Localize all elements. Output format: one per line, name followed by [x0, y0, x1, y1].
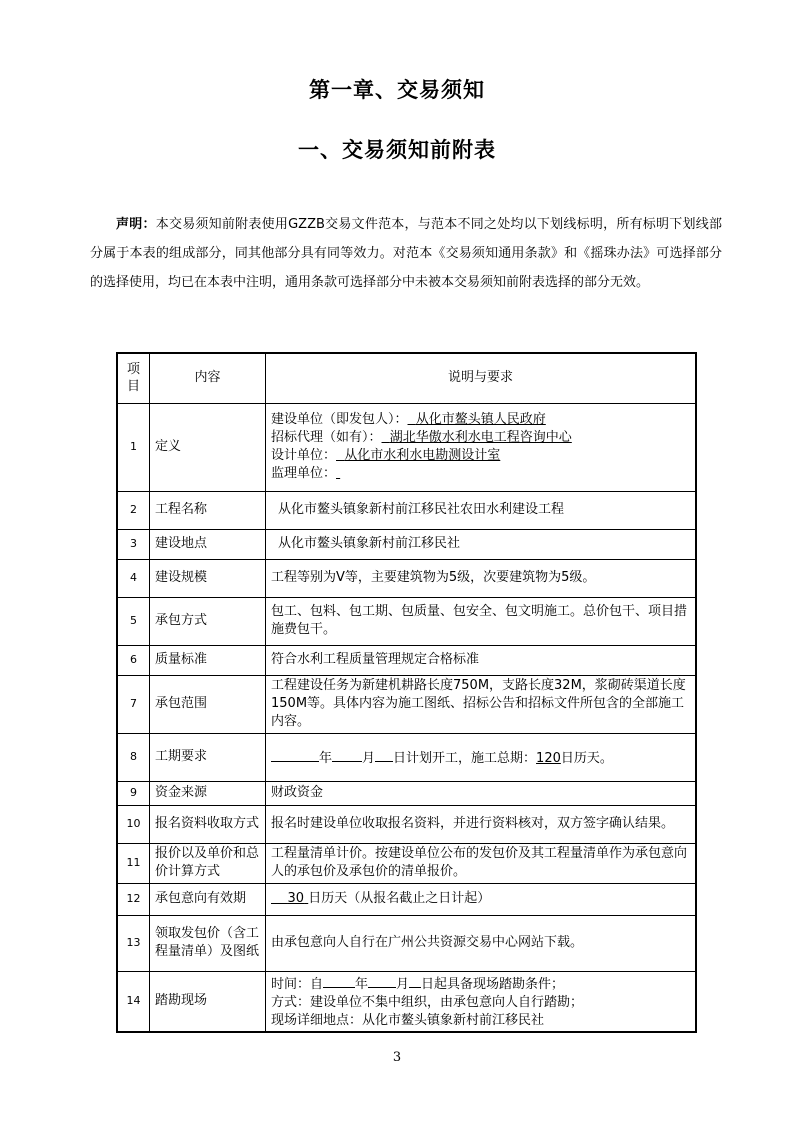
row-desc — [266, 883, 697, 915]
table-row — [117, 781, 696, 805]
row-desc: 从化市鳌头镇象新村前江移民社 — [266, 529, 697, 559]
row-desc — [266, 971, 697, 1032]
table-row — [117, 915, 696, 971]
days-unit: 日历天。 — [560, 750, 613, 766]
chapter-title: 第一章、交易须知 — [309, 77, 485, 102]
table-row — [117, 645, 696, 675]
row-desc: 工程建设任务为新建机耕路长度750M，支路长度32M，浆砌砖渠道长度150M等。具体内容为施工图纸、招标公告和招标文件所包含的全部施工内容。 — [266, 675, 697, 733]
row-no: 10 — [117, 805, 150, 843]
row-no: 4 — [117, 559, 150, 597]
definition-value — [336, 465, 624, 483]
row-no: 13 — [117, 915, 150, 971]
page-number: 3 — [392, 1050, 402, 1065]
row-no: 1 — [117, 403, 150, 491]
header-item: 内容 — [150, 353, 266, 403]
year-blank — [271, 747, 319, 762]
row-item: 承包意向有效期 — [150, 883, 266, 915]
site-visit-location: 现场详细地点：从化市鳌头镇象新村前江移民社 — [271, 1012, 545, 1028]
row-desc: 财政资金 — [266, 781, 697, 805]
row-desc — [266, 403, 697, 491]
row-desc: 工程等别为Ⅴ等，主要建筑物为5级，次要建筑物为5级。 — [266, 559, 697, 597]
definition-value: 湖北华傲水利水电工程咨询中心 — [389, 430, 572, 445]
definition-label: 招标代理（如有）： — [271, 430, 382, 445]
table-row — [117, 843, 696, 883]
row-desc: 工程量清单计价。按建设单位公布的发包价及其工程量清单作为承包意向人的承包价及承包价的清单报价。 — [266, 843, 697, 883]
definition-label: 监理单位： — [271, 466, 337, 481]
row-no: 9 — [117, 781, 150, 805]
day-blank — [409, 973, 421, 988]
row-item: 领取发包价（含工程量清单）及图纸 — [150, 915, 266, 971]
row-no: 7 — [117, 675, 150, 733]
row-desc: 报名时建设单位收取报名资料，并进行资料核对，双方签字确认结果。 — [266, 805, 697, 843]
definition-label: 建设单位（即发包人）： — [271, 412, 408, 427]
month-label: 月 — [362, 750, 376, 766]
table-row — [117, 403, 696, 491]
row-desc: 由承包意向人自行在广州公共资源交易中心网站下载。 — [266, 915, 697, 971]
statement-paragraph — [90, 210, 722, 297]
row-item: 报价以及单价和总价计算方式 — [150, 843, 266, 883]
row-no: 14 — [117, 971, 150, 1032]
row-no: 6 — [117, 645, 150, 675]
site-visit-method: 方式：建设单位不集中组织，由承包意向人自行踏勘； — [271, 994, 584, 1010]
table-row — [117, 971, 696, 1032]
front-attachment-table — [116, 352, 697, 1033]
row-item: 承包方式 — [150, 597, 266, 645]
definition-line — [271, 411, 690, 429]
definition-line — [271, 429, 690, 447]
definition-label: 设计单位： — [271, 448, 337, 463]
day-blank — [375, 747, 393, 762]
year-label: 年 — [319, 750, 333, 766]
definition-value: 从化市鳌头镇人民政府 — [415, 412, 546, 427]
table-row — [117, 805, 696, 843]
row-item: 承包范围 — [150, 675, 266, 733]
row-item: 定义 — [150, 403, 266, 491]
table-row — [117, 675, 696, 733]
row-item: 工程名称 — [150, 491, 266, 529]
day-text: 日计划开工，施工总期： — [393, 750, 537, 766]
row-desc: 包工、包料、包工期、包质量、包安全、包文明施工。总价包干、项目措施费包干。 — [266, 597, 697, 645]
validity-text: 日历天（从报名截止之日计起） — [308, 891, 491, 906]
statement-body: 本交易须知前附表使用GZZB交易文件范本，与范本不同之处均以下划线标明，所有标明下划线部分属于本表的组成部分，同其他部分具有同等效力。对范本《交易须知通用条款》和《摇珠办法》可选择部分的选择使用，均已在本表中注明，通用条款可选择部分中未被本交易须知前附表选择的部分无效。 — [90, 217, 722, 290]
row-no: 2 — [117, 491, 150, 529]
row-no: 12 — [117, 883, 150, 915]
month-blank — [368, 973, 396, 988]
table-row — [117, 733, 696, 781]
year-blank — [323, 973, 355, 988]
row-item: 建设规模 — [150, 559, 266, 597]
row-desc: 从化市鳌头镇象新村前江移民社农田水利建设工程 — [266, 491, 697, 529]
row-desc: 符合水利工程质量管理规定合格标准 — [266, 645, 697, 675]
row-item: 建设地点 — [150, 529, 266, 559]
month-blank — [332, 747, 362, 762]
header-desc: 说明与要求 — [266, 353, 697, 403]
definition-line — [271, 465, 690, 483]
row-no: 3 — [117, 529, 150, 559]
site-visit-time: 时间：自 年 月 日起具备现场踏勘条件； — [271, 973, 690, 994]
validity-days: 30 — [287, 891, 305, 906]
row-item: 报名资料收取方式 — [150, 805, 266, 843]
statement-lead: 声明： — [116, 217, 156, 232]
table-row — [117, 491, 696, 529]
table-row — [117, 597, 696, 645]
row-no: 11 — [117, 843, 150, 883]
table-row — [117, 559, 696, 597]
row-no: 8 — [117, 733, 150, 781]
row-item: 资金来源 — [150, 781, 266, 805]
row-no: 5 — [117, 597, 150, 645]
row-item: 工期要求 — [150, 733, 266, 781]
definition-line — [271, 447, 690, 465]
row-item: 踏勘现场 — [150, 971, 266, 1032]
table-header-row — [117, 353, 696, 403]
header-no: 项目 — [117, 353, 150, 403]
definition-value: 从化市水利水电勘测设计室 — [344, 448, 501, 463]
total-days: 120 — [536, 750, 561, 766]
table-row — [117, 883, 696, 915]
row-desc — [266, 733, 697, 781]
section-title: 一、交易须知前附表 — [298, 137, 496, 162]
row-item: 质量标准 — [150, 645, 266, 675]
table-row — [117, 529, 696, 559]
